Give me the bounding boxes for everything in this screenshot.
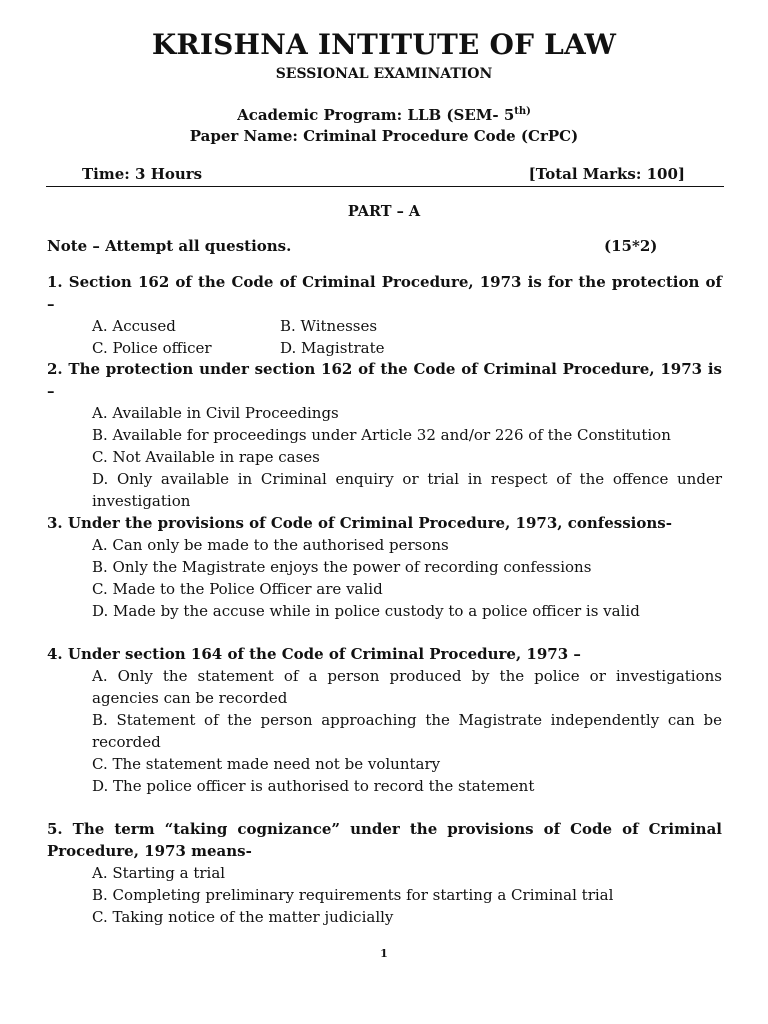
options-list	[92, 862, 722, 928]
question-text: 2. The protection under section 162 of the Code of Criminal Procedure, 1973 is –	[47, 360, 722, 400]
option-c: C. Not Available in rape cases	[92, 448, 320, 466]
options-list	[92, 402, 722, 512]
options-list	[92, 665, 722, 797]
question-3	[47, 512, 722, 622]
option-b: B. Statement of the person approaching the Magistrate independently can be recorded	[92, 711, 722, 751]
option-c: C. Made to the Police Officer are valid	[92, 580, 383, 598]
question-text: 3. Under the provisions of Code of Criminal Procedure, 1973, confessions-	[47, 514, 672, 532]
option-c: C. Taking notice of the matter judicially	[92, 908, 394, 926]
question-text: 5. The term “taking cognizance” under the provisions of Code of Criminal Procedure, 1973 means-	[47, 820, 722, 860]
option-c: C. Police officer	[92, 339, 212, 357]
option-a: A. Available in Civil Proceedings	[92, 404, 339, 422]
option-b: B. Witnesses	[280, 317, 378, 335]
option-a: A. Starting a trial	[92, 864, 226, 882]
option-c: C. The statement made need not be voluntary	[92, 755, 441, 773]
question-2	[47, 358, 722, 512]
question-text: 1. Section 162 of the Code of Criminal Procedure, 1973 is for the protection of –	[47, 273, 722, 313]
program-superscript: th)	[514, 106, 531, 117]
question-5	[47, 818, 722, 928]
total-marks: [Total Marks: 100]	[528, 165, 685, 183]
header-divider	[46, 186, 724, 187]
option-d: D. Made by the accuse while in police custody to a police officer is valid	[92, 602, 640, 620]
option-d: D. The police officer is authorised to record the statement	[92, 777, 535, 795]
option-d: D. Magistrate	[280, 339, 385, 357]
exam-time: Time: 3 Hours	[82, 165, 203, 183]
exam-title: SESSIONAL EXAMINATION	[275, 66, 493, 82]
question-4	[47, 643, 722, 797]
section-marks: (15*2)	[604, 237, 658, 255]
option-b: B. Available for proceedings under Article 32 and/or 226 of the Constitution	[92, 426, 671, 444]
paper-name: Paper Name: Criminal Procedure Code (CrPC)	[189, 127, 579, 145]
question-text: 4. Under section 164 of the Code of Criminal Procedure, 1973 –	[47, 645, 581, 663]
option-d: D. Only available in Criminal enquiry or trial in respect of the offence under investigation	[92, 470, 722, 510]
options-list	[92, 534, 722, 622]
option-b: B. Completing preliminary requirements for starting a Criminal trial	[92, 886, 614, 904]
institute-name: KRISHNA INTITUTE OF LAW	[151, 28, 617, 61]
academic-program	[0, 106, 768, 124]
page-number: 1	[380, 947, 388, 960]
option-b: B. Only the Magistrate enjoys the power of recording confessions	[92, 558, 592, 576]
option-a: A. Accused	[92, 317, 176, 335]
option-a: A. Only the statement of a person produced by the police or investigations agencies can be recorded	[92, 667, 722, 707]
options-grid	[92, 315, 722, 359]
instructions-note: Note – Attempt all questions.	[47, 237, 292, 255]
program-text: Academic Program: LLB (SEM- 5	[237, 106, 515, 124]
option-a: A. Can only be made to the authorised persons	[92, 536, 449, 554]
part-heading: PART – A	[347, 203, 421, 220]
question-1	[47, 271, 722, 359]
